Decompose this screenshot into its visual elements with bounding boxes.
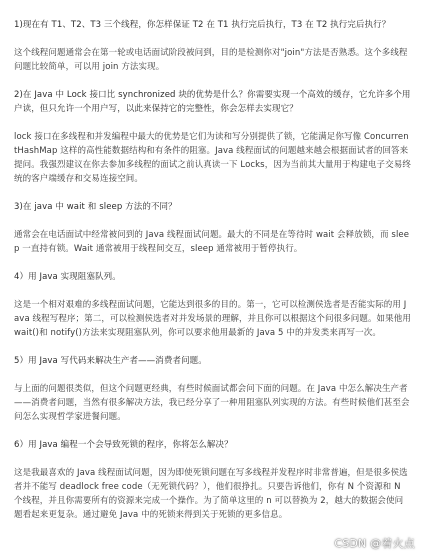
question-2: 2)在 Java 中 Lock 接口比 synchronized 块的优势是什么？你需要实现一个高效的缓存，它允许多个用户读，但只允许一个用户写，以此来保持它的完整性，你会怎样去实现它？ bbox=[14, 90, 411, 114]
csdn-watermark: CSDN @着火点 bbox=[334, 537, 415, 550]
question-5: 5）用 Java 写代码来解决生产者——消费者问题。 bbox=[14, 356, 207, 366]
question-4: 4）用 Java 实现阻塞队列。 bbox=[14, 272, 121, 282]
question-3: 3)在 java 中 wait 和 sleep 方法的不同？ bbox=[14, 202, 177, 212]
answer-5: 与上面的问题很类似，但这个问题更经典，有些时候面试都会问下面的问题。在 Java 中怎么解决生产者——消费者问题，当然有很多解决方法，我已经分享了一种用阻塞队列实现的方法。有些时候他们甚至会问怎么实现哲学家进餐问题。 bbox=[14, 384, 410, 422]
question-1: 1)现在有 T1、T2、T3 三个线程，你怎样保证 T2 在 T1 执行完后执行，T3 在 T2 执行完后执行？ bbox=[14, 20, 391, 30]
answer-2: lock 接口在多线程和并发编程中最大的优势是它们为读和写分别提供了锁，它能满足你写像 ConcurrentHashMap 这样的高性能数据结构和有条件的阻塞。Java 线程面试的问题越来越会根据面试者的回答来提问。我强烈建议在你去参加多线程的面试之前认真读一下 Locks，因为当前其大量用于构建电子交易终统的客户端缓存和交易连接空间。 bbox=[14, 132, 411, 184]
answer-6: 这是我最喜欢的 Java 线程面试问题，因为即使死锁问题在写多线程并发程序时非常普遍，但是很多侯选者并不能写 deadlock free code（无死锁代码？），他们很挣扎。只要告诉他们，你有 N 个资源和 N 个线程，并且你需要所有的资源来完成一个操作。为了简单这里的 n 可以替换为 2，越大的数据会使问题看起来更复杂。通过避免 Java 中的死锁来得到关于死锁的更多信息。 bbox=[14, 468, 408, 520]
question-6: 6）用 Java 编程一个会导致死锁的程序，你将怎么解决？ bbox=[14, 440, 233, 450]
answer-3: 通常会在电话面试中经常被问到的 Java 线程面试问题。最大的不同是在等待时 wait 会释放锁，而 sleep 一直持有锁。Wait 通常被用于线程间交互，sleep 通常被用于暂停执行。 bbox=[14, 230, 410, 254]
answer-1: 这个线程问题通常会在第一轮或电话面试阶段被问到，目的是检测你对"join"方法是否熟悉。这个多线程问题比较简单，可以用 join 方法实现。 bbox=[14, 48, 408, 72]
answer-4: 这是一个相对艰难的多线程面试问题，它能达到很多的目的。第一，它可以检测侯选者是否能实际的用 Java 线程写程序；第二，可以检测侯选者对并发场景的理解，并且你可以根据这个问很多问题。如果他用 wait()和 notify()方法来实现阻塞队列，你可以要求他用最新的 Java 5 中的并发类来再写一次。 bbox=[14, 300, 411, 338]
